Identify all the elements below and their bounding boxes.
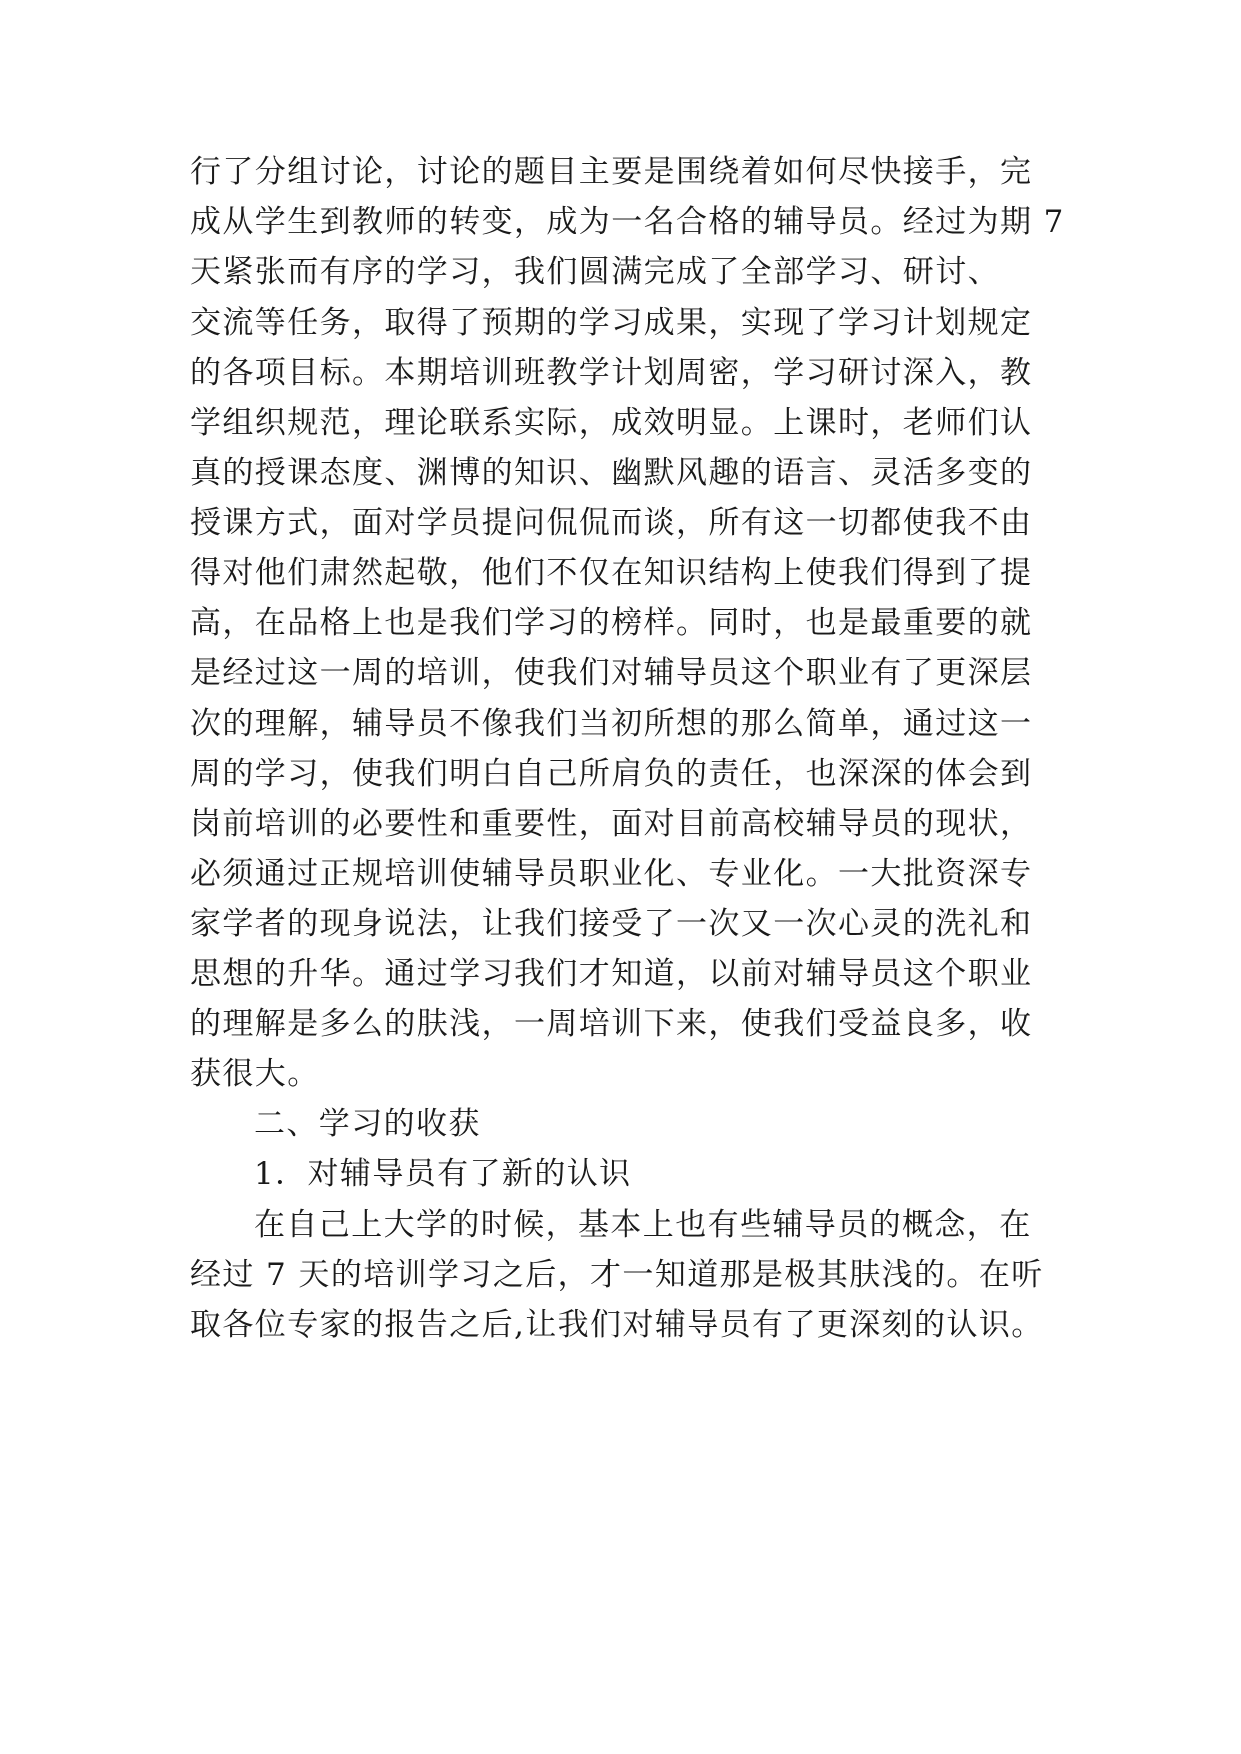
paragraph-1-line-3: 天紧张而有序的学习，我们圆满完成了全部学习、研讨、 xyxy=(190,254,1000,290)
paragraph-2-line-2: 经过 7 天的培训学习之后，才一知道那是极其肤浅的。在听 xyxy=(190,1257,1044,1293)
paragraph-1-line-4: 交流等任务，取得了预期的学习成果，实现了学习计划规定 xyxy=(190,305,1033,341)
paragraph-1-line-19: 获很大。 xyxy=(190,1056,320,1092)
paragraph-1-line-17: 思想的升华。通过学习我们才知道，以前对辅导员这个职业 xyxy=(190,956,1033,992)
paragraph-1-line-18: 的理解是多么的肤浅，一周培训下来，使我们受益良多，收 xyxy=(190,1006,1033,1042)
subheading-new-understanding: 1．对辅导员有了新的认识 xyxy=(254,1156,632,1192)
paragraph-1-line-1: 行了分组讨论，讨论的题目主要是围绕着如何尽快接手，完 xyxy=(190,154,1033,190)
paragraph-2-line-1: 在自己上大学的时候，基本上也有些辅导员的概念，在 xyxy=(254,1207,1032,1243)
paragraph-1-line-2: 成从学生到教师的转变，成为一名合格的辅导员。经过为期 7 xyxy=(190,204,1065,240)
paragraph-1-line-7: 真的授课态度、渊博的知识、幽默风趣的语言、灵活多变的 xyxy=(190,455,1033,491)
paragraph-1-line-15: 必须通过正规培训使辅导员职业化、专业化。一大批资深专 xyxy=(190,856,1033,892)
paragraph-1-line-12: 次的理解，辅导员不像我们当初所想的那么简单，通过这一 xyxy=(190,706,1033,742)
paragraph-1-line-9: 得对他们肃然起敬，他们不仅在知识结构上使我们得到了提 xyxy=(190,555,1033,591)
paragraph-1-line-10: 高，在品格上也是我们学习的榜样。同时，也是最重要的就 xyxy=(190,605,1033,641)
paragraph-1-line-8: 授课方式，面对学员提问侃侃而谈，所有这一切都使我不由 xyxy=(190,505,1033,541)
paragraph-1-line-6: 学组织规范，理论联系实际，成效明显。上课时，老师们认 xyxy=(190,405,1033,441)
section-heading-learning-gains: 二、学习的收获 xyxy=(254,1106,481,1142)
paragraph-2-line-3: 取各位专家的报告之后,让我们对辅导员有了更深刻的认识。 xyxy=(190,1307,1044,1343)
paragraph-1-line-16: 家学者的现身说法，让我们接受了一次又一次心灵的洗礼和 xyxy=(190,906,1033,942)
paragraph-1-line-11: 是经过这一周的培训，使我们对辅导员这个职业有了更深层 xyxy=(190,655,1033,691)
paragraph-1-line-13: 周的学习，使我们明白自己所肩负的责任，也深深的体会到 xyxy=(190,756,1033,792)
paragraph-1-line-5: 的各项目标。本期培训班教学计划周密，学习研讨深入，教 xyxy=(190,355,1033,391)
paragraph-1-line-14: 岗前培训的必要性和重要性，面对目前高校辅导员的现状， xyxy=(190,806,1033,842)
